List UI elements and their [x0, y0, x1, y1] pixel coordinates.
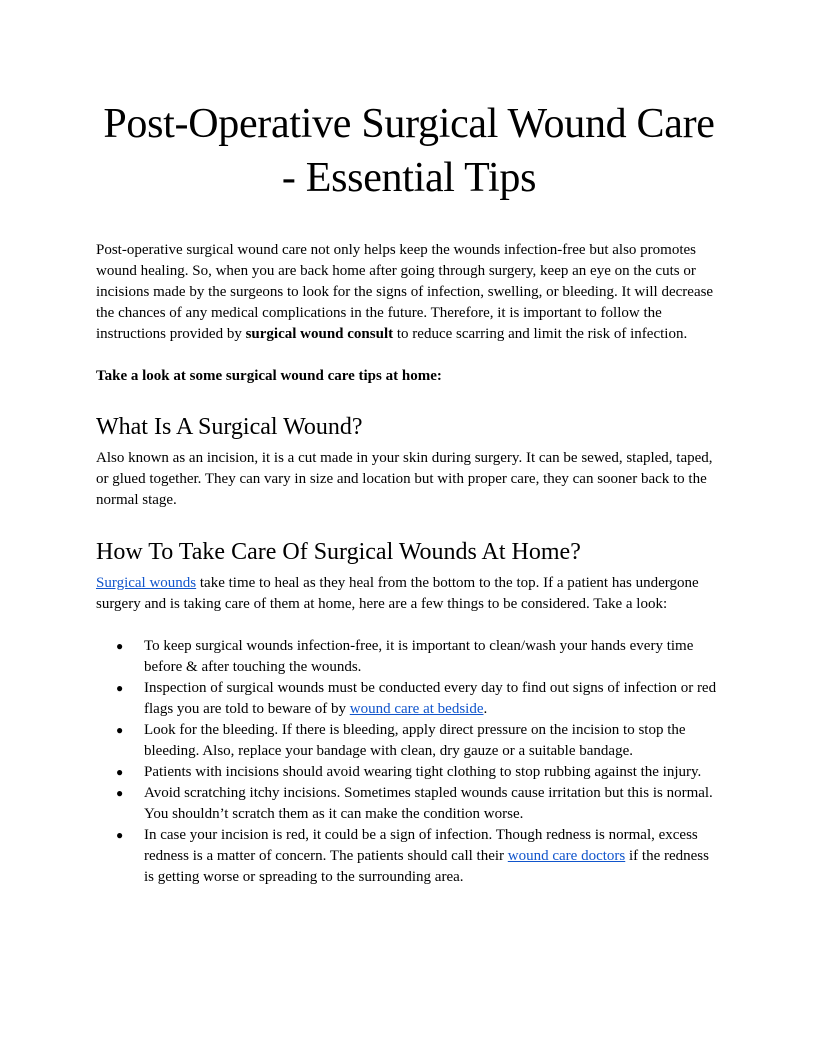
list-item-text-end: if the redness is getting worse or spreading to the surrounding area. — [144, 848, 709, 885]
bullet-icon: ● — [116, 723, 124, 737]
title-line-1: Post-Operative Surgical Wound Care — [103, 101, 715, 147]
wound-care-at-bedside-link[interactable]: wound care at bedside — [349, 701, 484, 717]
list-item-text: Look for the bleeding. If there is bleeding, apply direct pressure on the incision to stop the bleeding. Also, replace your bandage with clean, dry gauze or a suitable bandage. — [144, 722, 686, 759]
bullet-icon: ● — [116, 828, 124, 842]
bullet-icon: ● — [116, 786, 124, 800]
bullet-icon: ● — [116, 681, 124, 695]
list-item — [96, 636, 722, 678]
title-line-2: - Essential Tips — [281, 155, 537, 201]
intro-text-end: to reduce scarring and limit the risk of infection. — [393, 326, 688, 342]
list-item — [96, 825, 722, 888]
list-item — [96, 678, 722, 720]
how-to-paragraph — [96, 573, 722, 615]
list-item-text: Patients with incisions should avoid wearing tight clothing to stop rubbing against the injury. — [144, 764, 702, 780]
tips-list — [96, 636, 722, 888]
surgical-wounds-link[interactable]: Surgical wounds — [96, 575, 197, 591]
heading-how-to-care: How To Take Care Of Surgical Wounds At Home? — [96, 539, 581, 565]
intro-bold-phrase: surgical wound consult — [245, 326, 394, 342]
list-item — [96, 762, 722, 783]
bullet-icon: ● — [116, 639, 124, 653]
heading-what-is-surgical-wound: What Is A Surgical Wound? — [96, 414, 363, 440]
what-is-paragraph: Also known as an incision, it is a cut made in your skin during surgery. It can be sewed, stapled, taped, or glued together. They can vary in size and location but with proper care, they can sooner back to the normal stage. — [96, 450, 713, 508]
intro-paragraph — [96, 240, 722, 345]
intro-text-start: Post-operative surgical wound care not only helps keep the wounds infection-free but also promotes wound healing. So, when you are back home after going through surgery, keep an eye on the cuts or incisions made by the surgeons to look for the signs of infection, swelling, or bleeding. It will decrease the chances of any medical complications in the future. Therefore, it is important to follow the instructions provided by — [96, 242, 714, 342]
list-item — [96, 720, 722, 762]
list-item-text: Inspection of surgical wounds must be conducted every day to find out signs of infection or red flags you are told to beware of by — [144, 680, 717, 717]
list-item — [96, 783, 722, 825]
list-item-text: In case your incision is red, it could be a sign of infection. Though redness is normal, excess redness is a matter of concern. The patients should call their — [144, 827, 698, 864]
document-title — [96, 0, 722, 205]
wound-care-doctors-link[interactable]: wound care doctors — [507, 848, 626, 864]
document-page — [96, 0, 722, 888]
list-item-text-end: . — [483, 701, 488, 717]
how-to-text: take time to heal as they heal from the bottom to the top. If a patient has undergone surgery and is taking care of them at home, here are a few things to be considered. Take a look: — [96, 575, 699, 612]
list-item-text: Avoid scratching itchy incisions. Sometimes stapled wounds cause irritation but this is normal. You shouldn’t scratch them as it can make the condition worse. — [144, 785, 713, 822]
bullet-icon: ● — [116, 765, 124, 779]
list-item-text: To keep surgical wounds infection-free, it is important to clean/wash your hands every time before & after touching the wounds. — [144, 638, 694, 675]
lead-in-text: Take a look at some surgical wound care tips at home: — [96, 368, 442, 384]
